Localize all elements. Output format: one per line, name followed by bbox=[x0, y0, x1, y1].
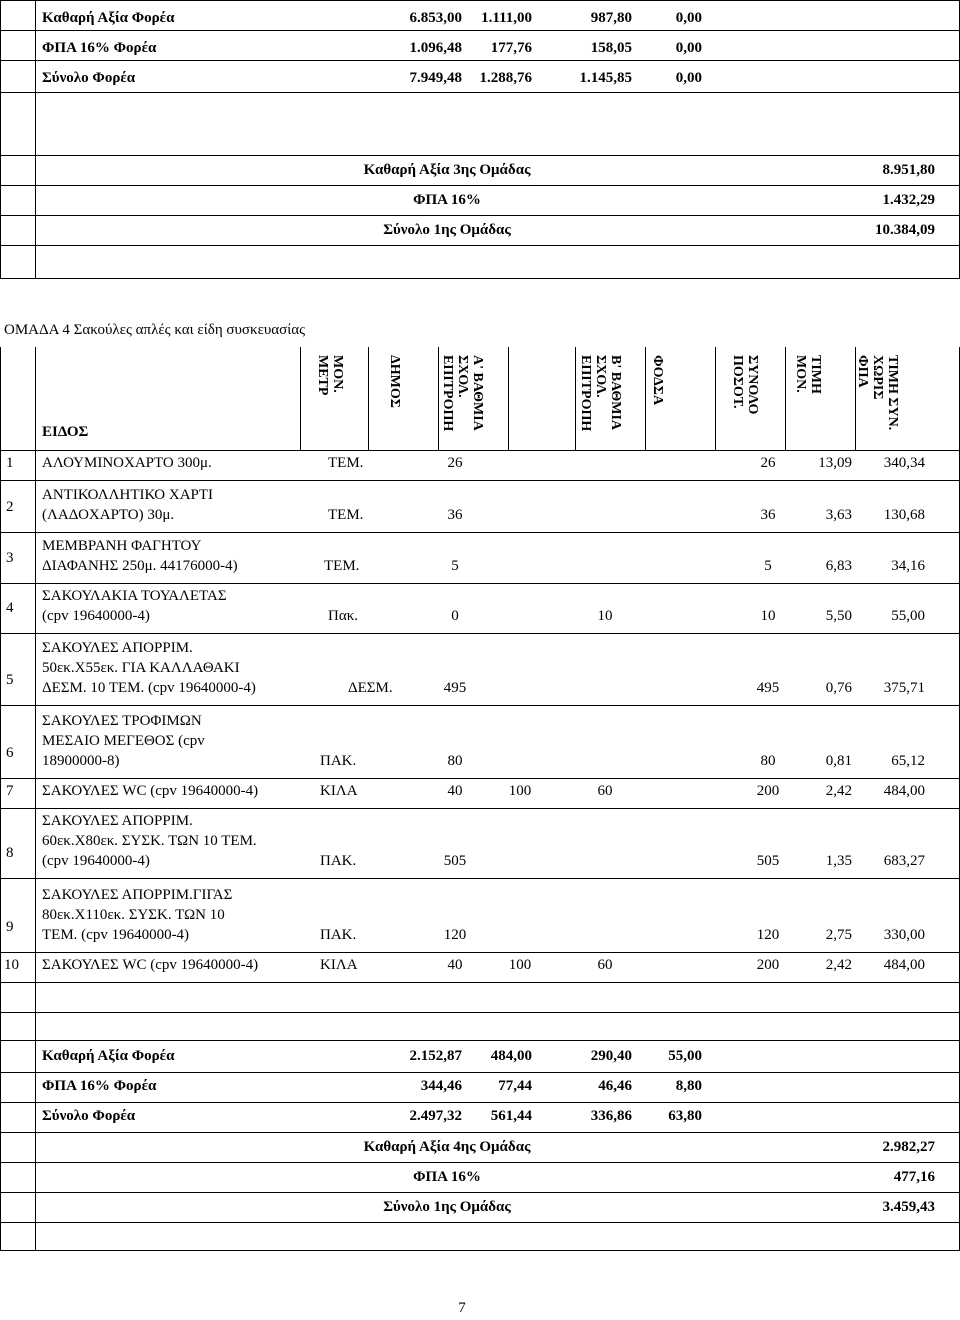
rule-line bbox=[0, 1250, 960, 1251]
rule-line bbox=[0, 30, 960, 31]
item-number: 7 bbox=[6, 783, 14, 799]
summary-value: 2.497,32 bbox=[409, 1108, 462, 1124]
rule-line bbox=[0, 450, 960, 451]
item-unit: ΤΕΜ. bbox=[328, 455, 364, 471]
column-header-line: ΣΧΟΛ. bbox=[593, 355, 608, 398]
column-header-line: ΦΠΑ bbox=[855, 355, 870, 388]
item-description: (ΛΑΔΟΧΑΡΤΟ) 30μ. bbox=[42, 507, 175, 523]
column-header-b bbox=[578, 355, 623, 431]
summary-value: 46,46 bbox=[598, 1078, 632, 1094]
column-header-line: Β' ΒΑΘΜΙΑ bbox=[608, 355, 623, 431]
item-description: 60εκ.Χ80εκ. ΣΥΣΚ. ΤΩΝ 10 ΤΕΜ. bbox=[42, 833, 257, 849]
rule-line bbox=[0, 1040, 960, 1041]
item-total-qty: 80 bbox=[760, 753, 776, 769]
rule-line bbox=[35, 347, 36, 1250]
item-total-qty: 120 bbox=[756, 927, 780, 943]
rule-line bbox=[0, 1132, 960, 1133]
rule-line bbox=[785, 347, 786, 450]
item-qty-b: 60 bbox=[597, 783, 613, 799]
item-description: ΣΑΚΟΥΛΕΣ WC (cpv 19640000-4) bbox=[42, 783, 259, 799]
column-header-line: ΜΟΝ. bbox=[793, 355, 808, 393]
group-summary-value: 2.982,27 bbox=[882, 1139, 935, 1155]
item-unit-price: 5,50 bbox=[825, 608, 852, 624]
rule-line bbox=[0, 480, 960, 481]
item-unit: Πακ. bbox=[328, 608, 358, 624]
item-description: ΜΕΣΑΙΟ ΜΕΓΕΘΟΣ (cpv bbox=[42, 733, 205, 749]
summary-value: 63,80 bbox=[668, 1108, 702, 1124]
item-total-qty: 200 bbox=[756, 783, 780, 799]
item-qty-dimos: 505 bbox=[443, 853, 467, 869]
item-qty-a: 100 bbox=[508, 957, 532, 973]
column-header-unit bbox=[315, 355, 345, 395]
summary-value: 8,80 bbox=[675, 1078, 702, 1094]
rule-line bbox=[0, 808, 960, 809]
group-summary-label: Σύνολο 1ης Ομάδας bbox=[383, 222, 511, 238]
rule-line bbox=[0, 278, 960, 279]
item-sum: 34,16 bbox=[891, 558, 925, 574]
rule-line bbox=[0, 0, 1, 278]
summary-value: 561,44 bbox=[490, 1108, 532, 1124]
rule-line bbox=[300, 347, 301, 450]
item-qty-b: 10 bbox=[597, 608, 613, 624]
item-description: (cpv 19640000-4) bbox=[42, 608, 150, 624]
item-qty-dimos: 80 bbox=[447, 753, 463, 769]
summary-label: ΦΠΑ 16% Φορέα bbox=[42, 1078, 157, 1094]
summary-value: 177,76 bbox=[490, 40, 532, 56]
item-unit-price: 3,63 bbox=[825, 507, 852, 523]
rule-line bbox=[368, 347, 369, 450]
summary-value: 484,00 bbox=[490, 1048, 532, 1064]
column-header-price bbox=[793, 355, 823, 394]
summary-label: ΦΠΑ 16% Φορέα bbox=[42, 40, 157, 56]
summary-value: 0,00 bbox=[675, 70, 702, 86]
column-header-line: Α' ΒΑΘΜΙΑ bbox=[470, 355, 485, 431]
column-header-line: ΣΧΟΛ. bbox=[455, 355, 470, 398]
rule-line bbox=[0, 215, 960, 216]
item-description: ΣΑΚΟΥΛΕΣ ΤΡΟΦΙΜΩΝ bbox=[42, 713, 202, 729]
summary-value: 2.152,87 bbox=[409, 1048, 462, 1064]
column-header-line: ΔΗΜΟΣ bbox=[387, 355, 402, 408]
item-qty-dimos: 120 bbox=[443, 927, 467, 943]
item-description: ΣΑΚΟΥΛΕΣ ΑΠΟΡΡΙΜ.ΓΙΓΑΣ bbox=[42, 887, 233, 903]
item-qty-a: 100 bbox=[508, 783, 532, 799]
item-number: 3 bbox=[6, 550, 14, 566]
item-sum: 330,00 bbox=[883, 927, 925, 943]
item-description: ΣΑΚΟΥΛΑΚΙΑ ΤΟΥΑΛΕΤΑΣ bbox=[42, 588, 227, 604]
item-sum: 375,71 bbox=[883, 680, 925, 696]
column-header-item: ΕΙΔΟΣ bbox=[42, 424, 89, 440]
column-header-line: ΕΠΙΤΡΟΠΗ bbox=[440, 355, 455, 432]
item-description: ΤΕΜ. (cpv 19640000-4) bbox=[42, 927, 190, 943]
item-unit: ΚΙΛΑ bbox=[320, 957, 358, 973]
rule-line bbox=[0, 633, 960, 634]
rule-line bbox=[0, 1072, 960, 1073]
item-qty-dimos: 5 bbox=[451, 558, 459, 574]
rule-line bbox=[0, 878, 960, 879]
rule-line bbox=[0, 583, 960, 584]
item-number: 4 bbox=[6, 600, 14, 616]
item-unit: ΔΕΣΜ. bbox=[348, 680, 393, 696]
rule-line bbox=[0, 532, 960, 533]
item-total-qty: 10 bbox=[760, 608, 776, 624]
item-number: 9 bbox=[6, 919, 14, 935]
column-header-line: ΦΟΔΣΑ bbox=[650, 355, 665, 406]
summary-value: 77,44 bbox=[498, 1078, 532, 1094]
rule-line bbox=[0, 155, 960, 156]
item-unit: ΤΕΜ. bbox=[324, 558, 360, 574]
item-qty-dimos: 40 bbox=[447, 783, 463, 799]
summary-value: 1.288,76 bbox=[479, 70, 532, 86]
item-description: 50εκ.Χ55εκ. ΓΙΑ ΚΑΛΛΑΘΑΚΙ bbox=[42, 660, 240, 676]
rule-line bbox=[0, 347, 1, 1250]
item-sum: 130,68 bbox=[883, 507, 925, 523]
group-summary-value: 1.432,29 bbox=[882, 192, 935, 208]
item-qty-dimos: 0 bbox=[451, 608, 459, 624]
summary-value: 1.096,48 bbox=[409, 40, 462, 56]
rule-line bbox=[0, 245, 960, 246]
item-description: 18900000-8) bbox=[42, 753, 120, 769]
summary-value: 290,40 bbox=[590, 1048, 632, 1064]
rule-line bbox=[715, 347, 716, 450]
item-total-qty: 36 bbox=[760, 507, 776, 523]
column-header-line: ΜΕΤΡ bbox=[315, 355, 330, 396]
summary-value: 336,86 bbox=[590, 1108, 632, 1124]
group-summary-label: ΦΠΑ 16% bbox=[413, 1169, 481, 1185]
item-description: ΔΕΣΜ. 10 ΤΕΜ. (cpv 19640000-4) bbox=[42, 680, 256, 696]
group-summary-label: Καθαρή Αξία 3ης Ομάδας bbox=[363, 162, 531, 178]
item-qty-b: 60 bbox=[597, 957, 613, 973]
column-header-a bbox=[440, 355, 485, 431]
column-header-sum bbox=[855, 355, 900, 430]
item-description: ΣΑΚΟΥΛΕΣ ΑΠΟΡΡΙΜ. bbox=[42, 640, 193, 656]
summary-value: 1.111,00 bbox=[481, 10, 532, 26]
rule-line bbox=[438, 347, 439, 450]
rule-line bbox=[0, 1192, 960, 1193]
group-title: ΟΜΑΔΑ 4 Σακούλες απλές και είδη συσκευασίας bbox=[4, 322, 306, 338]
item-unit-price: 13,09 bbox=[818, 455, 852, 471]
item-sum: 484,00 bbox=[883, 957, 925, 973]
item-total-qty: 505 bbox=[756, 853, 780, 869]
item-sum: 683,27 bbox=[883, 853, 925, 869]
rule-line bbox=[0, 1102, 960, 1103]
item-sum: 484,00 bbox=[883, 783, 925, 799]
item-unit: ΠΑΚ. bbox=[320, 753, 357, 769]
item-sum: 340,34 bbox=[883, 455, 925, 471]
item-total-qty: 26 bbox=[760, 455, 776, 471]
group-summary-label: Καθαρή Αξία 4ης Ομάδας bbox=[363, 1139, 531, 1155]
group-summary-value: 8.951,80 bbox=[882, 162, 935, 178]
summary-value: 0,00 bbox=[675, 10, 702, 26]
item-number: 10 bbox=[4, 957, 19, 973]
item-sum: 65,12 bbox=[891, 753, 925, 769]
rule-line bbox=[0, 1162, 960, 1163]
item-total-qty: 5 bbox=[764, 558, 772, 574]
item-unit-price: 2,42 bbox=[825, 957, 852, 973]
item-total-qty: 200 bbox=[756, 957, 780, 973]
rule-line bbox=[0, 0, 960, 1]
rule-line bbox=[575, 347, 576, 450]
summary-value: 158,05 bbox=[590, 40, 632, 56]
column-header-fodsa bbox=[650, 355, 665, 405]
column-header-line: ΣΥΝΟΛΟ bbox=[745, 355, 760, 415]
column-header-line: ΧΩΡΙΣ bbox=[870, 355, 885, 400]
item-unit-price: 2,42 bbox=[825, 783, 852, 799]
summary-value: 6.853,00 bbox=[409, 10, 462, 26]
item-number: 5 bbox=[6, 672, 14, 688]
group-summary-value: 3.459,43 bbox=[882, 1199, 935, 1215]
summary-label: Σύνολο Φορέα bbox=[42, 70, 136, 86]
summary-label: Σύνολο Φορέα bbox=[42, 1108, 136, 1124]
rule-line bbox=[0, 705, 960, 706]
summary-label: Καθαρή Αξία Φορέα bbox=[42, 1048, 175, 1064]
group-summary-value: 477,16 bbox=[893, 1169, 935, 1185]
rule-line bbox=[0, 92, 960, 93]
item-description: ΔΙΑΦΑΝΗΣ 250μ. 44176000-4) bbox=[42, 558, 238, 574]
item-qty-dimos: 36 bbox=[447, 507, 463, 523]
item-number: 6 bbox=[6, 745, 14, 761]
group-summary-label: Σύνολο 1ης Ομάδας bbox=[383, 1199, 511, 1215]
rule-line bbox=[0, 185, 960, 186]
item-description: ΣΑΚΟΥΛΕΣ WC (cpv 19640000-4) bbox=[42, 957, 259, 973]
rule-line bbox=[645, 347, 646, 450]
item-description: ΑΛΟΥΜΙΝΟΧΑΡΤΟ 300μ. bbox=[42, 455, 212, 471]
rule-line bbox=[0, 1222, 960, 1223]
rule-line bbox=[0, 982, 960, 983]
summary-value: 7.949,48 bbox=[409, 70, 462, 86]
item-description: ΜΕΜΒΡΑΝΗ ΦΑΓΗΤΟΥ bbox=[42, 538, 202, 554]
item-description: ΑΝΤΙΚΟΛΛΗΤΙΚΟ ΧΑΡΤΙ bbox=[42, 487, 214, 503]
item-sum: 55,00 bbox=[891, 608, 925, 624]
item-number: 2 bbox=[6, 499, 14, 515]
item-unit: ΠΑΚ. bbox=[320, 853, 357, 869]
summary-value: 55,00 bbox=[668, 1048, 702, 1064]
summary-value: 987,80 bbox=[590, 10, 632, 26]
item-unit: ΤΕΜ. bbox=[328, 507, 364, 523]
item-number: 1 bbox=[6, 455, 14, 471]
column-header-line: ΤΙΜΗ ΣΥΝ. bbox=[885, 355, 900, 431]
item-description: (cpv 19640000-4) bbox=[42, 853, 150, 869]
item-unit-price: 0,76 bbox=[825, 680, 852, 696]
item-unit-price: 6,83 bbox=[825, 558, 852, 574]
item-number: 8 bbox=[6, 845, 14, 861]
item-description: 80εκ.Χ110εκ. ΣΥΣΚ. ΤΩΝ 10 bbox=[42, 907, 225, 923]
summary-value: 1.145,85 bbox=[579, 70, 632, 86]
column-header-line: ΤΙΜΗ bbox=[808, 355, 823, 394]
summary-label: Καθαρή Αξία Φορέα bbox=[42, 10, 175, 26]
column-header-line: ΜΟΝ. bbox=[330, 355, 345, 393]
page-number: 7 bbox=[458, 1300, 466, 1316]
summary-value: 0,00 bbox=[675, 40, 702, 56]
item-qty-dimos: 26 bbox=[447, 455, 463, 471]
item-unit-price: 2,75 bbox=[825, 927, 852, 943]
item-description: ΣΑΚΟΥΛΕΣ ΑΠΟΡΡΙΜ. bbox=[42, 813, 193, 829]
rule-line bbox=[0, 1012, 960, 1013]
item-unit-price: 1,35 bbox=[825, 853, 852, 869]
summary-value: 344,46 bbox=[420, 1078, 462, 1094]
rule-line bbox=[0, 952, 960, 953]
item-unit-price: 0,81 bbox=[825, 753, 852, 769]
column-header-dimos bbox=[387, 355, 402, 408]
rule-line bbox=[35, 0, 36, 278]
item-total-qty: 495 bbox=[756, 680, 780, 696]
item-unit: ΚΙΛΑ bbox=[320, 783, 358, 799]
item-qty-dimos: 40 bbox=[447, 957, 463, 973]
group-summary-value: 10.384,09 bbox=[875, 222, 935, 238]
group-summary-label: ΦΠΑ 16% bbox=[413, 192, 481, 208]
rule-line bbox=[508, 347, 509, 450]
rule-line bbox=[0, 778, 960, 779]
column-header-line: ΕΠΙΤΡΟΠΗ bbox=[578, 355, 593, 432]
item-unit: ΠΑΚ. bbox=[320, 927, 357, 943]
rule-line bbox=[0, 60, 960, 61]
column-header-total bbox=[730, 355, 760, 414]
item-qty-dimos: 495 bbox=[443, 680, 467, 696]
column-header-line: ΠΟΣΟΤ. bbox=[730, 355, 745, 409]
